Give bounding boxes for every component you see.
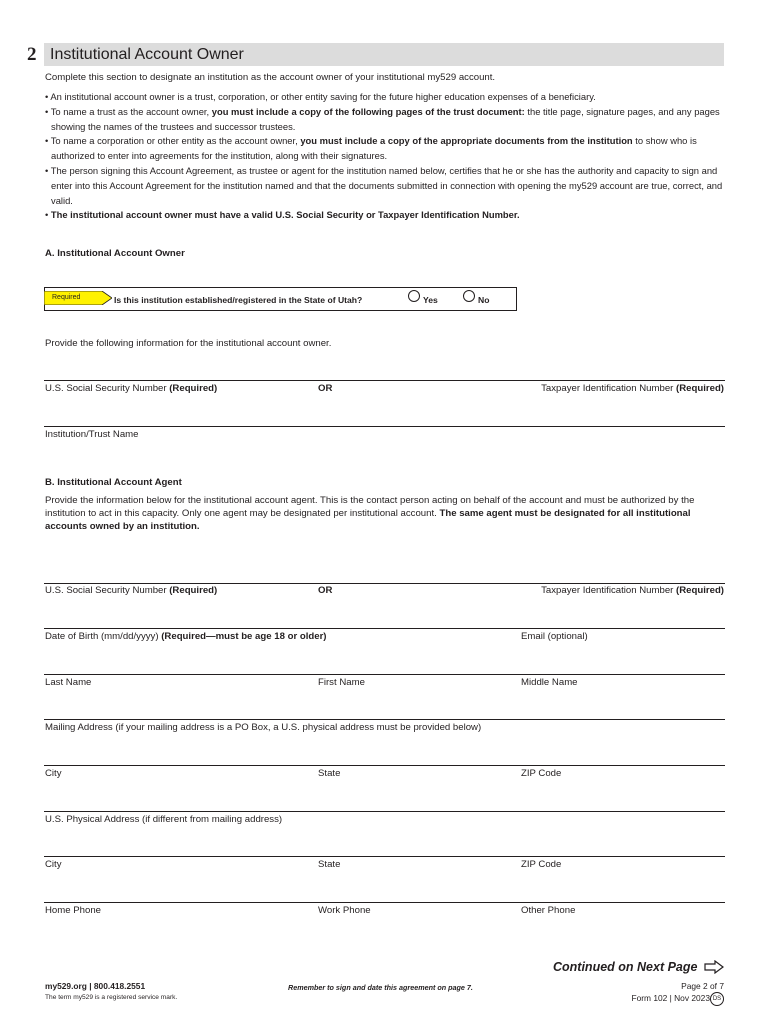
instruction-bullet: • The institutional account owner must have a valid U.S. Social Security or Taxpayer Identification Number. [45,209,520,221]
agent-tin-label: Taxpayer Identification Number (Required) [541,585,724,596]
section-intro: Complete this section to designate an institution as the account owner of your institutional my529 account. [45,72,496,83]
yes-radio[interactable] [408,290,420,302]
instruction-bullet: • To name a trust as the account owner, you must include a copy of the following pages of the trust document: the title page, signature pages, and any pages showing the names of the trustees and successor trustees. [45,105,720,132]
mailing-state-label: State [318,768,341,779]
first-name-label: First Name [318,677,365,688]
work-phone-label: Work Phone [318,905,371,916]
contact-info: my529.org | 800.418.2551 [45,981,146,991]
part-b-heading: B. Institutional Account Agent [45,477,182,488]
no-radio[interactable] [463,290,475,302]
part-b-description: Provide the information below for the institutional account agent. This is the contact person acting on behalf of the account and must be authorized by the institution to act in this capacity. Only one agent may be designated per institutional account. The same agent must be designated for all institutional accounts owned by an institution. [45,495,695,532]
owner-ssn-field[interactable] [44,380,725,381]
section-number: 2 [27,44,37,65]
ds-mark-icon: DS [710,992,724,1006]
agent-ssn-label: U.S. Social Security Number (Required) [45,585,218,596]
name-field[interactable] [44,674,725,675]
instruction-bullet: • An institutional account owner is a trust, corporation, or other entity saving for the future higher education expenses of a beneficiary. [45,91,596,102]
section-title: Institutional Account Owner [50,46,244,63]
page-number: Page 2 of 7 [681,981,724,991]
page-info [631,981,724,1006]
phone-field[interactable] [44,902,725,903]
physical-address-label: U.S. Physical Address (if different from mailing address) [45,814,283,825]
instruction-bullet: • The person signing this Account Agreement, as trustee or agent for the institution named below, certifies that he or she has the authority and capacity to sign and enter into this Account Agreement for the institution named and that the documents submitted in connection with opening the my529 account are true, correct, and valid. [45,164,723,206]
last-name-label: Last Name [45,677,92,688]
provide-info-text: Provide the following information for the institutional account owner. [45,338,332,349]
agent-or-label: OR [318,585,333,596]
mailing-address-field[interactable] [44,719,725,720]
dob-label: Date of Birth (mm/dd/yyyy) (Required—must be age 18 or older) [45,631,327,642]
mailing-zip-label: ZIP Code [521,768,562,779]
middle-name-label: Middle Name [521,677,578,688]
dob-email-field[interactable] [44,628,725,629]
physical-city-label: City [45,859,62,870]
email-label: Email (optional) [521,631,588,642]
physical-address-field[interactable] [44,811,725,812]
service-mark-note: The term my529 is a registered service mark. [45,994,178,1001]
agent-ssn-field[interactable] [44,583,725,584]
mailing-city-label: City [45,768,62,779]
owner-or-label: OR [318,383,333,394]
other-phone-label: Other Phone [521,905,576,916]
physical-city-field[interactable] [44,856,725,857]
instruction-bullet: • To name a corporation or other entity as the account owner, you must include a copy of the appropriate documents from the institution to show who is authorized to enter into agreements for the institution, along with their signatures. [45,135,697,162]
owner-tin-label: Taxpayer Identification Number (Required) [541,383,724,394]
part-a-heading: A. Institutional Account Owner [45,248,185,259]
mailing-city-field[interactable] [44,765,725,766]
no-radio-label: No [478,295,490,305]
physical-state-label: State [318,859,341,870]
form-id: Form 102 | Nov 2023 DS [631,992,724,1006]
institution-name-label: Institution/Trust Name [45,429,139,440]
required-tag-label: Required [52,294,81,301]
yes-radio-label: Yes [423,295,438,305]
right-arrow-icon [704,960,724,974]
home-phone-label: Home Phone [45,905,101,916]
mailing-address-label: Mailing Address (if your mailing address is a PO Box, a U.S. physical address must be provided below) [45,722,482,733]
sign-reminder: Remember to sign and date this agreement on page 7. [288,983,473,992]
instruction-list [45,90,725,223]
utah-question: Is this institution established/registered in the State of Utah? [114,295,363,305]
institution-name-field[interactable] [44,426,725,427]
continued-next-page: Continued on Next Page [553,960,698,974]
physical-zip-label: ZIP Code [521,859,562,870]
owner-ssn-label: U.S. Social Security Number (Required) [45,383,218,394]
